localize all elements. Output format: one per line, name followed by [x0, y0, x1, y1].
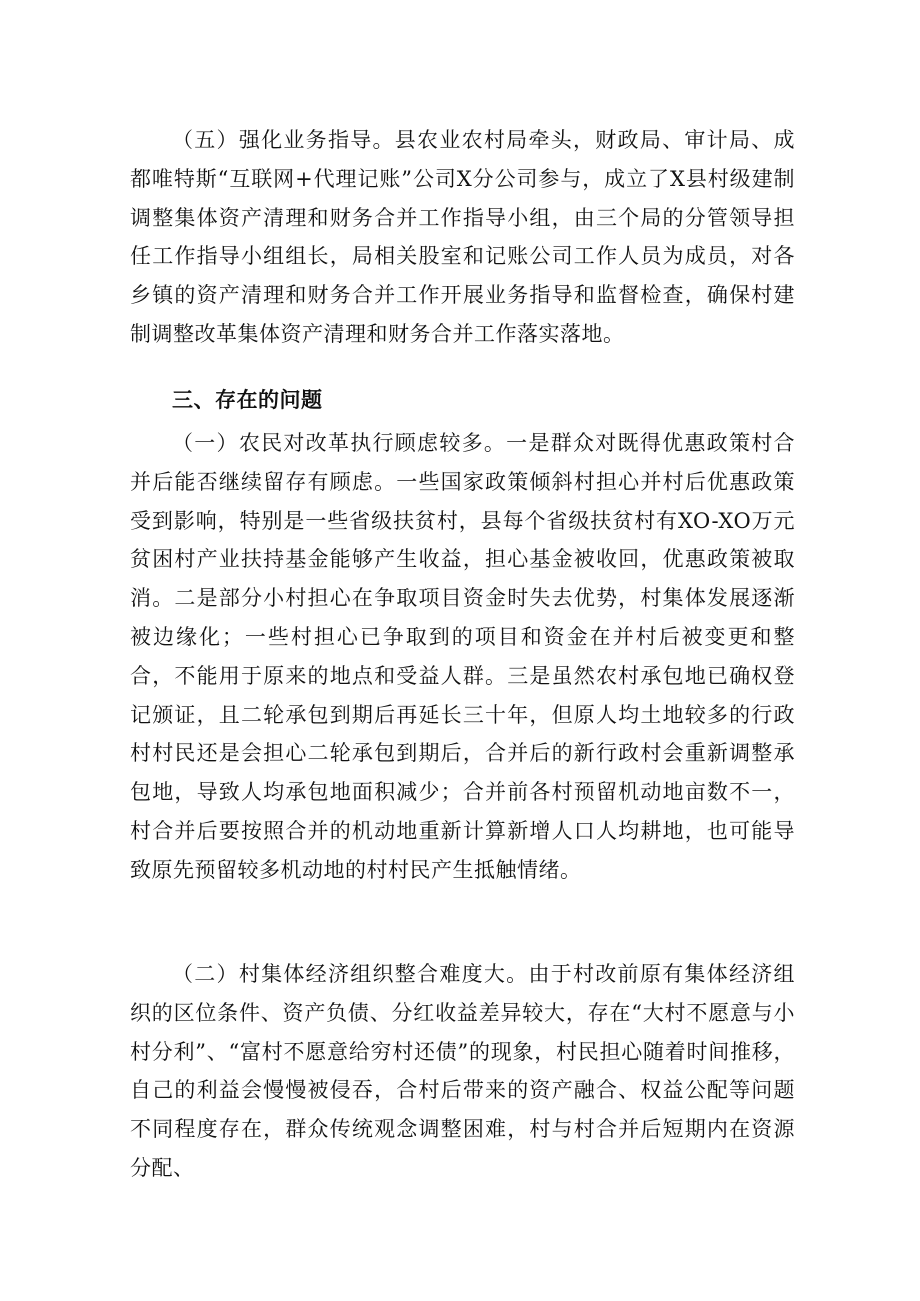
paragraph-farmer-concerns: （一）农民对改革执行顾虑较多。一是群众对既得优惠政策村合并后能否继续留存有顾虑。一些国家政策倾斜村担心并村后优惠政策受到影响，特别是一些省级扶贫村，县每个省级扶贫村有XO-XO万元贫困村产业扶持基金能够产生收益，担心基金被收回，优惠政策被取消。二是部分小村担心在争取项目资金时失去优势，村集体发展逐渐被边缘化；一些村担心已争取到的项目和资金在并村后被变更和整合，不能用于原来的地点和受益人群。三是虽然农村承包地已确权登记颁证，且二轮承包到期后再延长三十年，但原人均土地较多的行政村村民还是会担心二轮承包到期后，合并后的新行政村会重新调整承包地，导致人均承包地面积减少；合并前各村预留机动地亩数不一，村合并后要按照合并的机动地重新计算新增人口人均耕地，也可能导致原先预留较多机动地的村村民产生抵触情绪。: [130, 431, 795, 882]
section-heading-existing-problems: 三、存在的问题: [172, 388, 323, 412]
paragraph-business-guidance: （五）强化业务指导。县农业农村局牵头，财政局、审计局、成都唯特斯“互联网+代理记账”公司X分公司参与，成立了X县村级建制调整集体资产清理和财务合并工作指导小组，由三个局的分管领导担任工作指导小组组长，局相关股室和记账公司工作人员为成员，对各乡镇的资产清理和财务合并工作开展业务指导和监督检查，确保村建制调整改革集体资产清理和财务合并工作落实落地。: [130, 128, 795, 346]
paragraph-collective-integration: （二）村集体经济组织整合难度大。由于村改前原有集体经济组织的区位条件、资产负债、分红收益差异较大，存在“大村不愿意与小村分利”、“富村不愿意给穷村还债”的现象，村民担心随着时间推移，自己的利益会慢慢被侵吞，合村后带来的资产融合、权益公配等问题不同程度存在，群众传统观念调整困难，村与村合并后短期内在资源分配、: [130, 962, 795, 1180]
